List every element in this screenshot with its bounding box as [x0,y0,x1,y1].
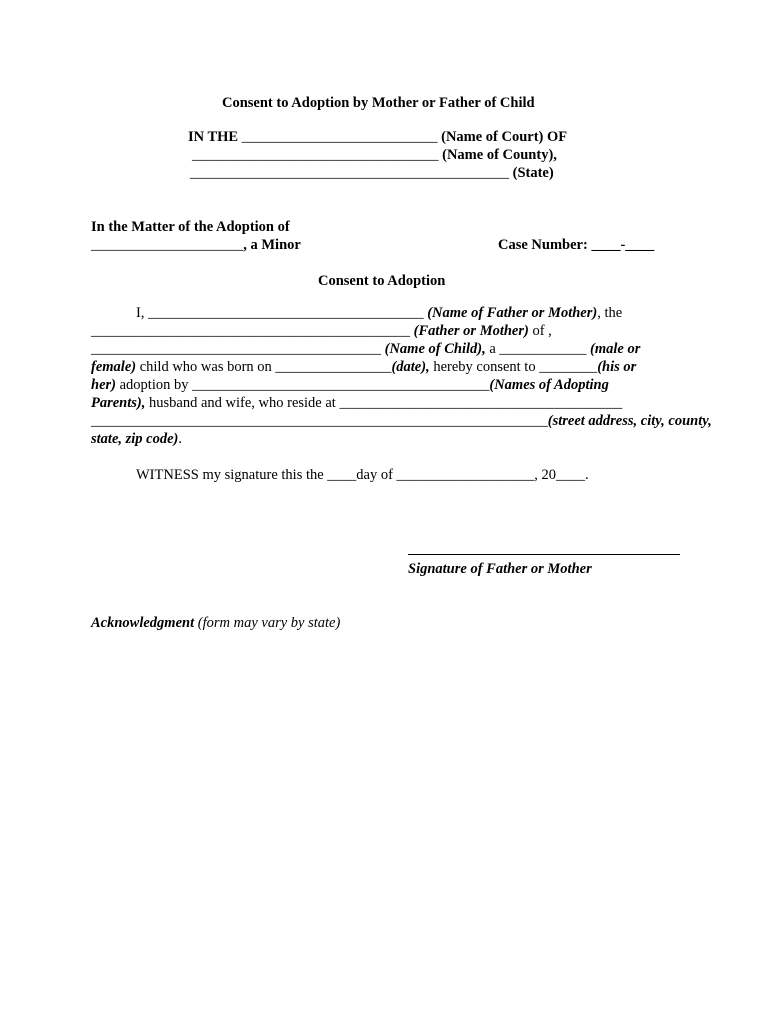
acknowledgment-label: Acknowledgment [91,615,195,631]
text-fragment: of , [528,323,552,339]
case-number-blank[interactable]: ____-____ [591,237,655,253]
acknowledgment-note: (form may vary by state) [194,615,341,631]
state-blank[interactable]: ____________________________________________ [190,165,509,181]
signature-label: Signature of Father or Mother [408,561,592,577]
court-line-1 [188,128,567,146]
minor-name-blank[interactable]: _____________________ [91,237,244,253]
body-line-7 [91,412,712,430]
court-line-2 [192,146,557,164]
relation-label: (Father or Mother) [413,323,529,339]
body-line-8 [91,430,182,448]
adopting-parents-blank[interactable]: adoption by _________________________________________ [115,377,490,393]
county-label: (Name of County), [438,147,557,163]
court-prefix: IN THE [188,129,242,145]
consent-heading: Consent to Adoption [318,273,446,289]
court-line-3 [190,164,554,182]
court-name-label: (Name of Court) OF [437,129,568,145]
minor-label: , a Minor [243,237,301,253]
parent-name-label: (Name of Father or Mother) [427,305,598,321]
county-blank[interactable]: __________________________________ [192,147,439,163]
matter-heading: In the Matter of the Adoption of [91,219,290,235]
adopting-parents-label: (Names of Adopting [489,377,609,393]
date-label: (date), [391,359,430,375]
body-line-3 [91,340,640,358]
sex-label: (male or [590,341,641,357]
state-label: (State) [509,165,554,181]
court-name-blank[interactable]: ___________________________ [241,129,438,145]
body-line-4 [91,358,636,376]
residence-blank[interactable]: husband and wife, who reside at _______________________________________ [145,395,623,411]
body-line-1 [136,304,622,322]
adopting-parents-label-end: Parents), [91,395,146,411]
case-number-label: Case Number: [498,237,592,253]
witness-line[interactable]: WITNESS my signature this the ____day of ___________________, 20____. [136,467,589,483]
address-blank[interactable]: _______________________________________________________________ [91,413,548,429]
address-label-end: state, zip code) [91,431,179,447]
signature-line[interactable] [408,554,680,555]
body-line-5 [91,376,609,394]
birth-date-blank[interactable]: child who was born on ________________ [136,359,392,375]
body-line-2 [91,322,552,340]
document-title: Consent to Adoption by Mother or Father of Child [222,95,535,111]
body-line-6 [91,394,622,412]
acknowledgment-line [91,614,340,632]
parent-name-blank[interactable]: I, ______________________________________ [136,305,428,321]
case-number [498,236,654,254]
pronoun-blank[interactable]: hereby consent to ________ [429,359,598,375]
relation-blank[interactable]: ____________________________________________ [91,323,414,339]
child-name-blank[interactable]: ________________________________________ [91,341,385,357]
pronoun-label: (his or [597,359,637,375]
child-name-label: (Name of Child), [384,341,486,357]
pronoun-label-end: her) [91,377,116,393]
address-label: (street address, city, county, [547,413,712,429]
text-fragment: . [178,431,183,447]
child-sex-blank[interactable]: a ____________ [485,341,591,357]
minor-line [91,236,301,254]
text-fragment: , the [597,305,623,321]
sex-label-end: female) [91,359,137,375]
